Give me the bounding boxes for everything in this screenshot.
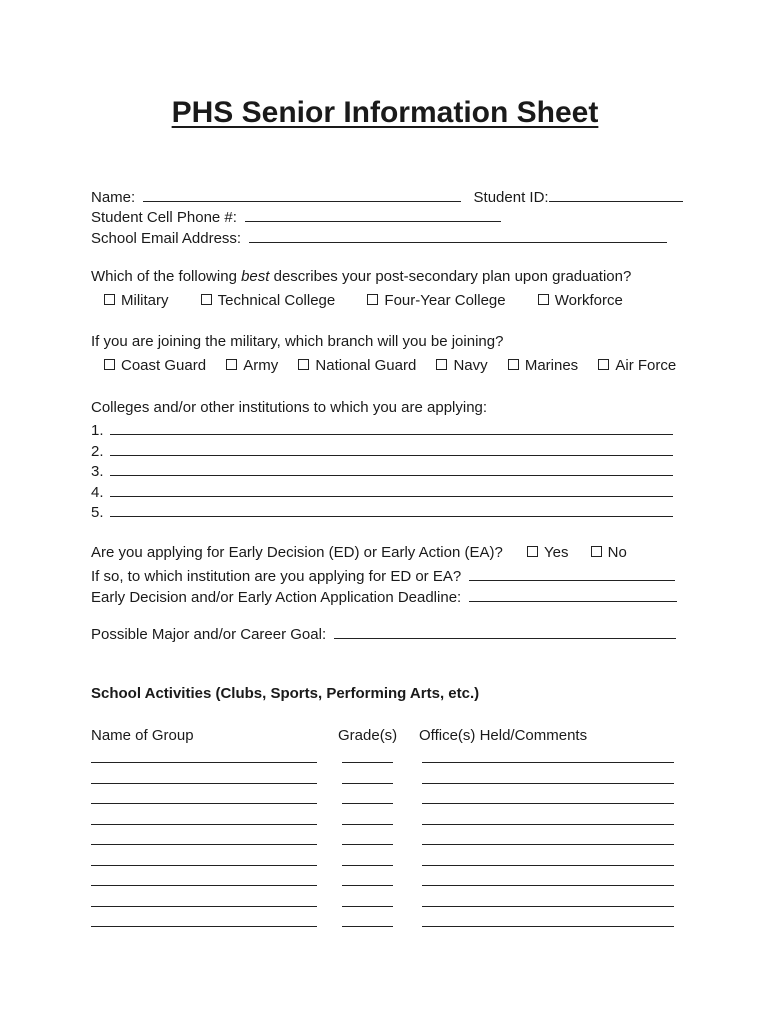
plan-options xyxy=(104,292,651,310)
group-field[interactable] xyxy=(91,885,317,886)
group-field[interactable] xyxy=(91,824,317,825)
cell-label: Student Cell Phone #: xyxy=(91,209,237,226)
major-field[interactable] xyxy=(334,624,676,639)
college-field[interactable] xyxy=(110,502,673,517)
office-field[interactable] xyxy=(422,783,674,784)
student-id-field[interactable] xyxy=(549,187,683,202)
plan-question xyxy=(91,268,631,286)
college-line-4 xyxy=(91,482,673,502)
plan-question-pre: Which of the following xyxy=(91,268,242,285)
checkbox[interactable] xyxy=(104,294,115,305)
plan-question-em: best xyxy=(241,268,270,285)
early-which-label: If so, to which institution are you applying for ED or EA? xyxy=(91,568,462,585)
cell-row xyxy=(91,207,501,227)
colleges-label: Colleges and/or other institutions to which you are applying: xyxy=(91,399,488,416)
grades-field[interactable] xyxy=(342,762,393,763)
grades-field[interactable] xyxy=(342,783,393,784)
plan-option-workforce[interactable] xyxy=(538,292,623,310)
group-field[interactable] xyxy=(91,783,317,784)
option-label: National Guard xyxy=(315,357,417,374)
office-field[interactable] xyxy=(422,926,674,927)
email-field[interactable] xyxy=(249,228,667,243)
early-option-yes[interactable] xyxy=(527,544,568,562)
early-deadline-field[interactable] xyxy=(469,587,677,602)
early-deadline-label: Early Decision and/or Early Action Application Deadline: xyxy=(91,589,462,606)
branch-option-coast-guard[interactable] xyxy=(104,357,206,375)
option-label: Army xyxy=(243,357,279,374)
college-line-1 xyxy=(91,420,673,440)
option-label: No xyxy=(607,544,627,561)
line-number: 5. xyxy=(91,504,104,521)
military-options xyxy=(104,357,676,375)
branch-option-air-force[interactable] xyxy=(598,357,676,375)
checkbox[interactable] xyxy=(104,359,115,370)
option-label: Workforce xyxy=(554,292,623,309)
office-field[interactable] xyxy=(422,844,674,845)
email-row xyxy=(91,228,667,248)
activities-heading: School Activities (Clubs, Sports, Performing Arts, etc.) xyxy=(91,685,480,702)
grades-field[interactable] xyxy=(342,906,393,907)
line-number: 1. xyxy=(91,422,104,439)
checkbox[interactable] xyxy=(591,546,602,557)
grades-field[interactable] xyxy=(342,844,393,845)
checkbox[interactable] xyxy=(298,359,309,370)
line-number: 4. xyxy=(91,484,104,501)
branch-option-national-guard[interactable] xyxy=(298,357,416,375)
office-field[interactable] xyxy=(422,906,674,907)
option-label: Navy xyxy=(453,357,488,374)
office-field[interactable] xyxy=(422,803,674,804)
checkbox[interactable] xyxy=(201,294,212,305)
group-field[interactable] xyxy=(91,926,317,927)
college-line-3 xyxy=(91,461,673,481)
plan-option-four-year-college[interactable] xyxy=(367,292,505,310)
group-field[interactable] xyxy=(91,803,317,804)
college-line-5 xyxy=(91,502,673,522)
page-title: PHS Senior Information Sheet xyxy=(171,96,599,129)
early-deadline-row xyxy=(91,587,677,607)
option-label: Marines xyxy=(524,357,579,374)
option-label: Coast Guard xyxy=(121,357,207,374)
checkbox[interactable] xyxy=(538,294,549,305)
office-field[interactable] xyxy=(422,762,674,763)
early-option-no[interactable] xyxy=(591,544,627,562)
group-field[interactable] xyxy=(91,906,317,907)
grades-field[interactable] xyxy=(342,885,393,886)
college-field[interactable] xyxy=(110,482,673,497)
early-which-row xyxy=(91,566,675,586)
branch-option-army[interactable] xyxy=(226,357,278,375)
office-field[interactable] xyxy=(422,885,674,886)
name-row xyxy=(91,187,683,207)
grades-field[interactable] xyxy=(342,803,393,804)
email-label: School Email Address: xyxy=(91,230,242,247)
cell-field[interactable] xyxy=(245,207,501,222)
branch-option-marines[interactable] xyxy=(508,357,578,375)
early-question: Are you applying for Early Decision (ED) or Early Action (EA)? xyxy=(91,544,503,561)
group-field[interactable] xyxy=(91,844,317,845)
office-field[interactable] xyxy=(422,865,674,866)
option-label: Air Force xyxy=(615,357,677,374)
col-header-group: Name of Group xyxy=(91,727,194,744)
group-field[interactable] xyxy=(91,865,317,866)
plan-option-technical-college[interactable] xyxy=(201,292,336,310)
grades-field[interactable] xyxy=(342,926,393,927)
major-row xyxy=(91,624,676,644)
option-label: Technical College xyxy=(217,292,336,309)
checkbox[interactable] xyxy=(598,359,609,370)
option-label: Yes xyxy=(544,544,569,561)
college-field[interactable] xyxy=(110,461,673,476)
college-line-2 xyxy=(91,441,673,461)
checkbox[interactable] xyxy=(527,546,538,557)
office-field[interactable] xyxy=(422,824,674,825)
option-label: Four-Year College xyxy=(384,292,506,309)
early-which-field[interactable] xyxy=(469,566,675,581)
checkbox[interactable] xyxy=(508,359,519,370)
checkbox[interactable] xyxy=(226,359,237,370)
grades-field[interactable] xyxy=(342,824,393,825)
student-id-label: Student ID: xyxy=(473,189,549,206)
name-label: Name: xyxy=(91,189,136,206)
name-field[interactable] xyxy=(143,187,461,202)
col-header-grades: Grade(s) xyxy=(338,727,398,744)
college-field[interactable] xyxy=(110,441,673,456)
early-question-row xyxy=(91,544,627,562)
branch-option-navy[interactable] xyxy=(436,357,487,375)
grades-field[interactable] xyxy=(342,865,393,866)
option-label: Military xyxy=(121,292,169,309)
group-field[interactable] xyxy=(91,762,317,763)
checkbox[interactable] xyxy=(367,294,378,305)
military-question: If you are joining the military, which branch will you be joining? xyxy=(91,333,504,350)
checkbox[interactable] xyxy=(436,359,447,370)
plan-option-military[interactable] xyxy=(104,292,169,310)
col-header-office: Office(s) Held/Comments xyxy=(419,727,588,744)
plan-question-post: describes your post-secondary plan upon graduation? xyxy=(269,268,632,285)
line-number: 3. xyxy=(91,463,104,480)
major-label: Possible Major and/or Career Goal: xyxy=(91,626,327,643)
line-number: 2. xyxy=(91,443,104,460)
college-field[interactable] xyxy=(110,420,673,435)
